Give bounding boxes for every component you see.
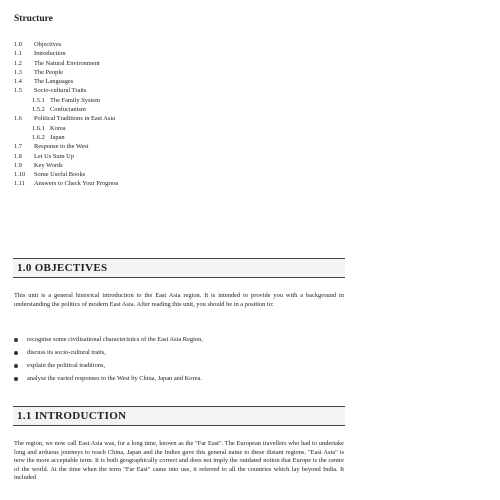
toc-title: Key Words (34, 161, 63, 169)
toc-entry (14, 49, 344, 58)
toc-number: 1.3 (14, 68, 22, 76)
toc-subentry (14, 133, 344, 142)
toc-subentry (14, 96, 344, 105)
toc-number: 1.0 (14, 41, 22, 48)
toc-title: Political Traditions in East Asia (34, 115, 115, 123)
toc-entry (14, 179, 344, 188)
toc-number: 1.1 (14, 50, 22, 58)
toc-number: 1.6.2 (32, 133, 45, 141)
toc-subentry (14, 124, 344, 133)
toc-entry (14, 68, 344, 77)
list-item (14, 359, 344, 372)
toc-title: Japan (50, 133, 65, 141)
toc-entry (14, 59, 344, 68)
toc-number: 1.10 (14, 171, 26, 179)
toc-title: Socio-cultural Traits (34, 87, 87, 95)
toc-number: 1.8 (14, 152, 22, 160)
toc-title: The Family System (50, 96, 101, 104)
bullet-icon (14, 338, 18, 342)
list-item-text: recognise some civilisational characteristics of the East Asia Region, (27, 336, 203, 343)
toc-entry (14, 170, 344, 179)
toc-entry (14, 77, 344, 86)
list-item-text: explain the political traditions, (27, 362, 106, 369)
toc-entry (14, 152, 344, 161)
toc-subentry (14, 105, 344, 114)
toc-number: 1.5.2 (32, 106, 45, 114)
toc-number: 1.5 (14, 87, 22, 95)
toc-number: 1.5.1 (32, 96, 45, 104)
list-item (14, 372, 344, 385)
toc-title: Answers to Check Your Progress (34, 180, 119, 188)
toc-title: Introduction (34, 50, 66, 58)
section-header-introduction (13, 406, 345, 426)
toc-entry (14, 161, 344, 170)
list-item (14, 333, 344, 346)
toc-title: The Natural Environment (34, 59, 100, 67)
toc-number: 1.7 (14, 143, 22, 151)
toc-number: 1.9 (14, 161, 22, 169)
bullet-icon (14, 351, 18, 355)
toc-number: 1.2 (14, 59, 22, 67)
section-title: 1.1 INTRODUCTION (17, 410, 127, 422)
structure-heading: Structure (14, 14, 53, 24)
toc-number: 1.6 (14, 115, 22, 123)
introduction-paragraph: The region, we now call East Asia was, for a long time, known as the "Far East". The European travellers who had to undertake long and arduous journeys to reach China, Japan and the Indies gave this general name to these distant regions. "East Asia" is now the more acceptable term. It is both geographically correct and does not imply the outdated notion that Europe is the centre of the world. At the time when the term "Far East" came into use, it referred to all the countries which lay beyond India. It included (14, 440, 344, 482)
toc-title: Some Useful Books (34, 171, 86, 179)
toc-entry (14, 86, 344, 95)
toc-title: The Languages (34, 78, 74, 86)
table-of-contents (14, 40, 344, 189)
list-item-text: discuss its socio-cultural traits, (27, 349, 106, 356)
list-item (14, 346, 344, 359)
bullet-icon (14, 377, 18, 381)
toc-title: The People (34, 68, 63, 76)
toc-title: Korea (50, 124, 66, 132)
section-header-objectives (13, 258, 345, 278)
objectives-paragraph: This unit is a general historical introduction to the East Asia region. It is intended to provide you with a background in understanding the politics of modern East Asia. After reading this unit, you should be in a position to: (14, 292, 344, 308)
toc-entry (14, 40, 344, 49)
toc-entry (14, 114, 344, 123)
toc-number: 1.11 (14, 180, 25, 188)
toc-title: Let Us Sum Up (34, 152, 74, 160)
toc-title: Response to the West (34, 143, 89, 151)
list-item-text: analyse the varied responses to the West by China, Japan and Korea. (27, 375, 202, 382)
toc-number: 1.4 (14, 78, 22, 86)
toc-number: 1.6.1 (32, 124, 45, 132)
toc-title: Objectives (34, 41, 62, 48)
toc-title: Confucianism (50, 106, 86, 114)
objectives-list (14, 333, 344, 385)
toc-entry (14, 142, 344, 151)
bullet-icon (14, 364, 18, 368)
section-title: 1.0 OBJECTIVES (17, 262, 108, 274)
